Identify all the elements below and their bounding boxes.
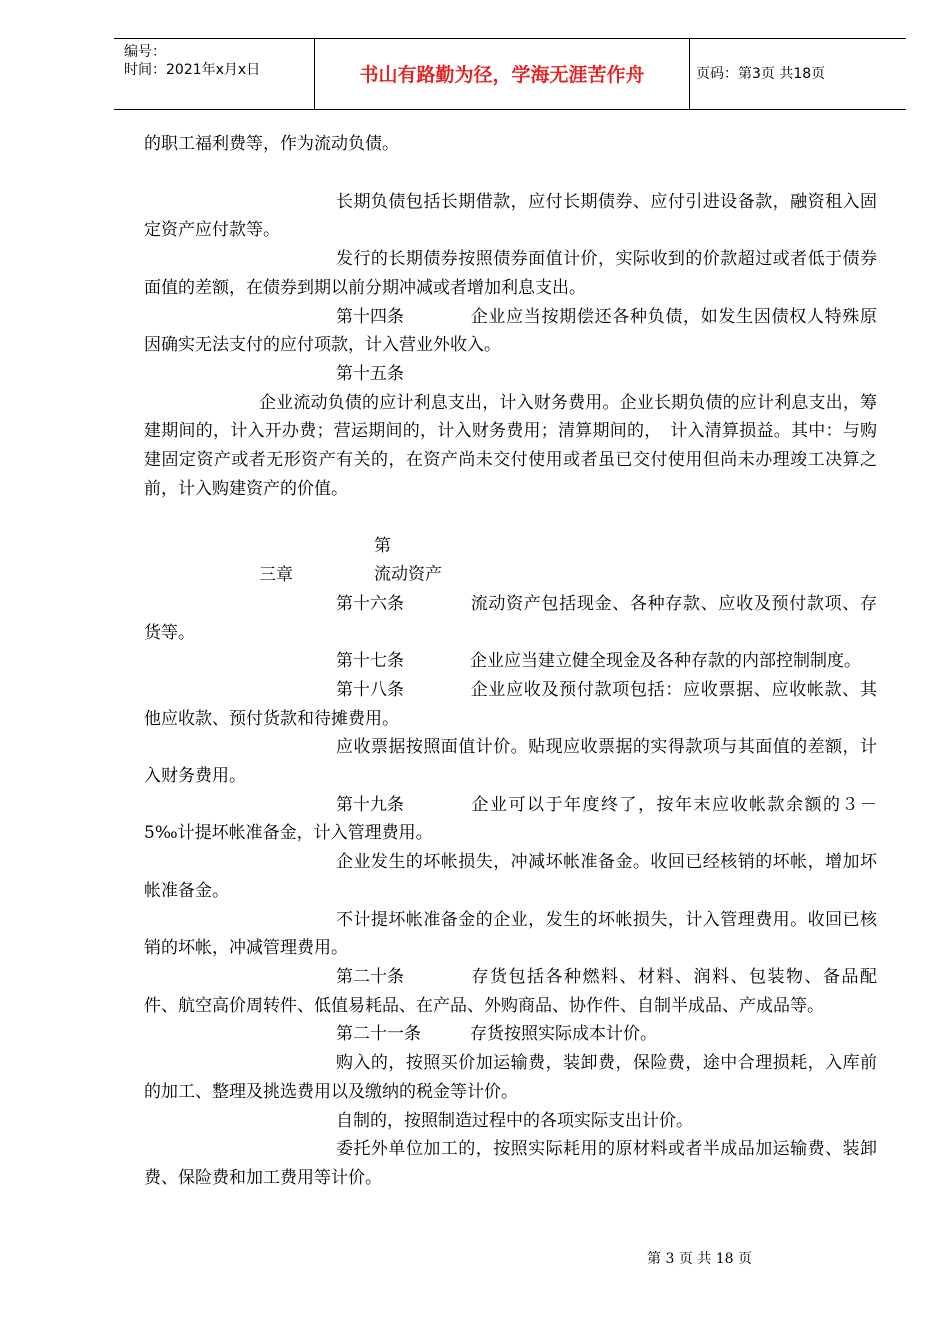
article-paragraph: 第十四条 企业应当按期偿还各种负债，如发生因债权人特殊原因确实无法支付的应付项款，计入营业外收入。 [144, 303, 877, 360]
article-paragraph: 第二十一条 存货按照实际成本计价。 [144, 1020, 877, 1049]
article-number: 第十六条 [336, 593, 404, 614]
paragraph: 发行的长期债券按照债券面值计价，实际收到的价款超过或者低于债券面值的差额，在债券到期以前分期冲减或者增加利息支出。 [144, 249, 877, 298]
page-number-label: 页码：第3页 共18页 [696, 66, 826, 82]
footer-page-number: 第 3 页 共 18 页 [647, 1251, 752, 1267]
article-paragraph: 第十六条 流动资产包括现金、各种存款、应收及预付款项、存货等。 [144, 590, 877, 647]
article-paragraph: 第二十条 存货包括各种燃料、材料、润料、包装物、备品配件、航空高价周转件、低值易耗品、在产品、外购商品、协作件、自制半成品、产成品等。 [144, 963, 877, 1020]
header-table [114, 38, 906, 110]
article-paragraph: 第十八条 企业应收及预付款项包括：应收票据、应收帐款、其他应收款、预付货款和待摊费用。 [144, 676, 877, 733]
article-number: 第十八条 [336, 679, 404, 700]
paragraph: 自制的，按照制造过程中的各项实际支出计价。 [336, 1110, 693, 1131]
paragraph: 长期负债包括长期借款，应付长期债券、应付引进设备款，融资租入固定资产应付款等。 [144, 191, 877, 241]
date-label: 时间：2021年x月x日 [124, 62, 261, 78]
paragraph: 委托外单位加工的，按照实际耗用的原材料或者半成品加运输费、装卸费、保险费和加工费用等计价。 [144, 1139, 877, 1188]
paragraph: 企业流动负债的应计利息支出，计入财务费用。企业长期负债的应计利息支出，筹建期间的，计入开办费；营运期间的，计入财务费用；清算期间的， 计入清算损益。其中：与购建固定资产或者无形资产有关的，在资产尚未交付使用或者虽已交付使用但尚未办理竣工决算之前，计入购建资产的价值。 [144, 392, 877, 499]
paragraph: 企业发生的坏帐损失，冲减坏帐准备金。收回已经核销的坏帐，增加坏帐准备金。 [144, 852, 877, 901]
header-motto-cell [315, 39, 690, 109]
article-paragraph: 第十九条 企业可以于年度终了，按年末应收帐款余额的３－5‰计提坏帐准备金，计入管理费用。 [144, 791, 877, 848]
serial-number-label: 编号： [124, 44, 166, 60]
paragraph: 购入的，按照买价加运输费，装卸费，保险费，途中合理损耗，入库前的加工、整理及挑选费用以及缴纳的税金等计价。 [144, 1053, 877, 1102]
chapter-number: 第三章 [259, 536, 391, 586]
article-number: 第十五条 [336, 363, 404, 384]
document-body [144, 130, 877, 1193]
article-number: 第二十一条 [336, 1024, 421, 1045]
article-number: 第十九条 [336, 794, 404, 815]
motto-text: 书山有路勤为径，学海无涯苦作舟 [359, 64, 645, 86]
article-number: 第二十条 [336, 966, 404, 987]
paragraph: 的职工福利费等，作为流动负债。 [144, 134, 399, 154]
page-footer [0, 1248, 950, 1268]
chapter-title: 流动资产 [374, 565, 442, 586]
header-meta-cell [114, 39, 315, 109]
article-number: 第十七条 [336, 651, 404, 672]
paragraph: 应收票据按照面值计价。贴现应收票据的实得款项与其面值的差额，计入财务费用。 [144, 737, 877, 787]
chapter-heading [144, 532, 877, 589]
article-number: 第十四条 [336, 306, 404, 327]
paragraph: 不计提坏帐准备金的企业，发生的坏帐损失，计入管理费用。收回已核销的坏帐，冲减管理费用。 [144, 909, 877, 959]
article-paragraph: 第十七条 企业应当建立健全现金及各种存款的内部控制制度。 [144, 647, 877, 676]
header-page-cell [690, 39, 906, 109]
article-paragraph [144, 360, 877, 389]
